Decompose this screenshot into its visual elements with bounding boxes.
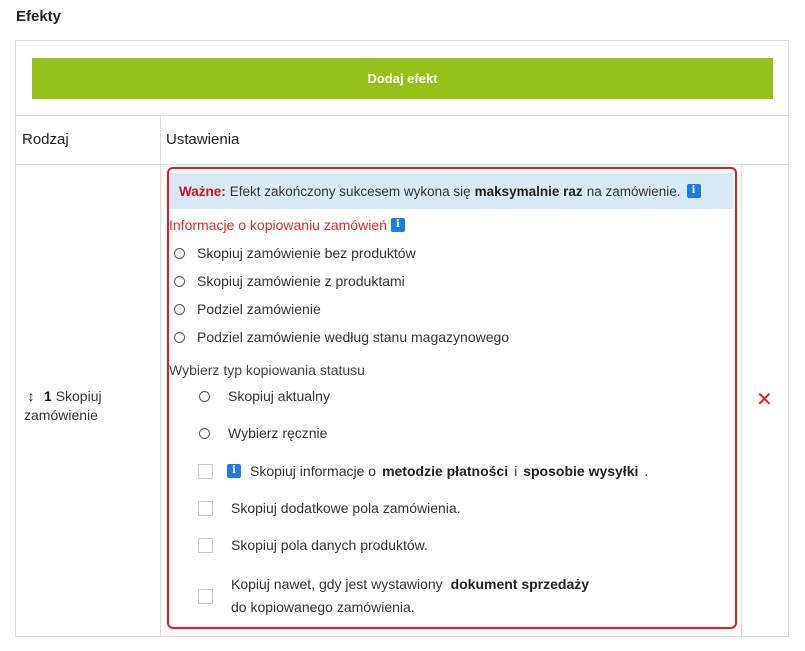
info-icon[interactable]: i <box>227 464 241 478</box>
notice-text-end: na zamówienie. <box>586 183 681 199</box>
checkbox[interactable] <box>198 464 213 479</box>
divider <box>15 115 789 116</box>
divider <box>15 164 789 165</box>
option-split-by-stock[interactable] <box>174 329 509 345</box>
checkbox-label: Skopiuj pola danych produktów. <box>231 537 428 553</box>
notice-bold: maksymalnie raz <box>474 183 583 199</box>
close-icon[interactable]: ✕ <box>756 389 773 411</box>
radio-button[interactable] <box>199 428 210 439</box>
option-label: Skopiuj aktualny <box>228 388 330 404</box>
info-icon[interactable]: i <box>391 218 405 232</box>
radio-button[interactable] <box>174 248 185 259</box>
divider <box>160 115 161 637</box>
effect-row-label <box>24 387 144 425</box>
effect-type-label: Skopiuj zamówienie <box>24 388 102 423</box>
important-notice <box>169 173 733 209</box>
sales-document-label: dokument sprzedaży <box>450 576 590 592</box>
checkbox-copy-product-fields[interactable] <box>198 537 428 553</box>
add-effect-button[interactable]: Dodaj efekt <box>32 58 773 99</box>
copy-info-heading-text: Informacje o kopiowaniu zamówień <box>169 217 387 233</box>
radio-button[interactable] <box>174 304 185 315</box>
vertical-resize-icon[interactable]: ↕ <box>27 388 35 404</box>
radio-button[interactable] <box>199 391 210 402</box>
option-split-order[interactable] <box>174 301 321 317</box>
column-header-type: Rodzaj <box>22 131 69 148</box>
checkbox-copy-payment-shipping[interactable] <box>198 463 648 479</box>
option-copy-with-products[interactable] <box>174 273 405 289</box>
option-label: Podziel zamówienie według stanu magazynowego <box>197 329 510 345</box>
radio-button[interactable] <box>174 276 185 287</box>
status-copy-heading: Wybierz typ kopiowania statusu <box>169 362 365 378</box>
checkbox-label <box>231 573 589 619</box>
sales-doc-text: Kopiuj nawet, gdy jest wystawiony <box>231 576 443 592</box>
option-label: Wybierz ręcznie <box>228 425 328 441</box>
radio-button[interactable] <box>174 332 185 343</box>
shipping-method-label: sposobie wysyłki <box>523 463 639 479</box>
column-header-settings: Ustawienia <box>166 131 240 148</box>
divider <box>741 164 742 637</box>
checkbox-label-end: . <box>644 463 649 479</box>
checkbox-label-conj: i <box>514 463 518 479</box>
notice-prefix: Ważne: <box>179 183 226 199</box>
option-copy-current-status[interactable] <box>199 388 330 404</box>
checkbox[interactable] <box>198 589 213 604</box>
option-label: Podziel zamówienie <box>197 301 321 317</box>
option-copy-without-products[interactable] <box>174 245 416 261</box>
checkbox-copy-extra-fields[interactable] <box>198 500 461 516</box>
payment-method-label: metodzie płatności <box>382 463 509 479</box>
page-title: Efekty <box>16 8 62 25</box>
notice-text: Efekt zakończony sukcesem wykona się <box>229 183 471 199</box>
option-label: Skopiuj zamówienie z produktami <box>197 273 405 289</box>
checkbox-label: Skopiuj informacje o <box>250 463 377 479</box>
effect-number: 1 <box>44 388 52 404</box>
copy-info-heading <box>169 217 405 233</box>
checkbox[interactable] <box>198 501 213 516</box>
checkbox[interactable] <box>198 538 213 553</box>
sales-doc-text-end: do kopiowanego zamówienia. <box>231 599 415 615</box>
checkbox-label: Skopiuj dodatkowe pola zamówienia. <box>231 500 461 516</box>
option-label: Skopiuj zamówienie bez produktów <box>197 245 416 261</box>
info-icon[interactable]: i <box>687 184 701 198</box>
checkbox-copy-with-sales-document[interactable] <box>198 573 589 619</box>
option-choose-status-manually[interactable] <box>199 425 327 441</box>
